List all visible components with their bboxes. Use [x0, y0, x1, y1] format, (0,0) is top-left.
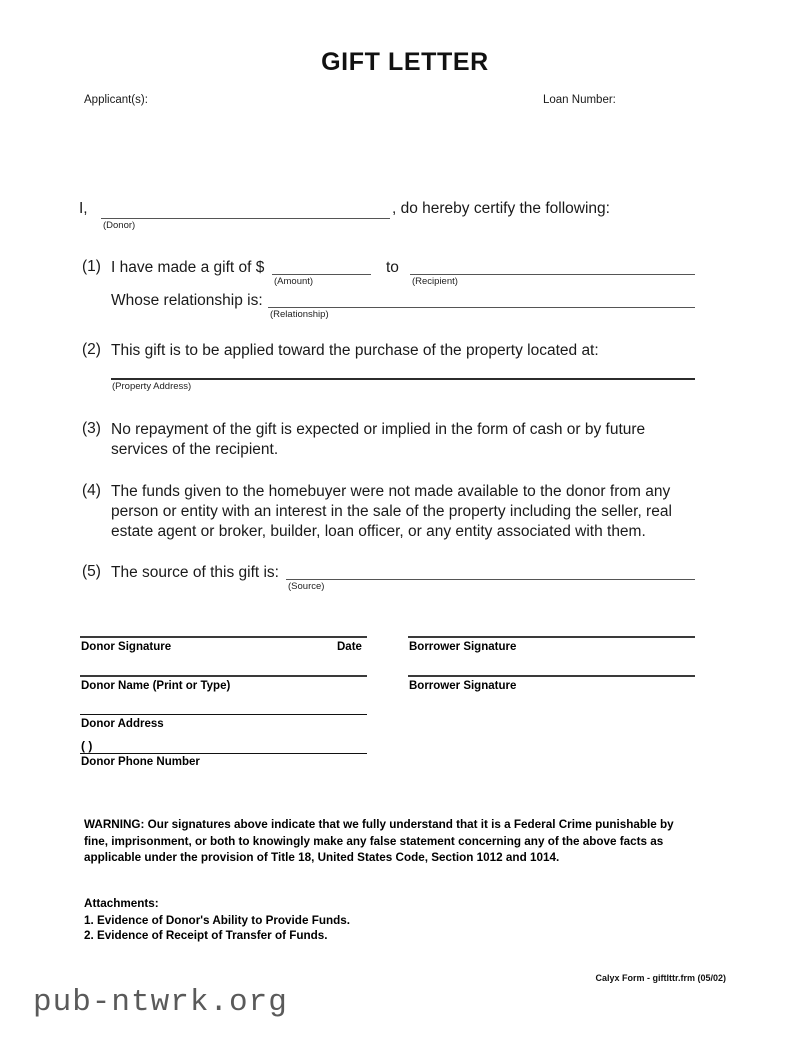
donor-phone-line[interactable] — [80, 753, 367, 754]
date-label: Date — [337, 641, 362, 653]
source-caption: (Source) — [288, 581, 325, 592]
item-5-text: The source of this gift is: — [111, 564, 279, 581]
donor-name-line[interactable] — [80, 675, 367, 677]
donor-name-blank[interactable] — [101, 218, 390, 219]
intro-lead: I, — [79, 200, 88, 217]
donor-signature-label: Donor Signature — [81, 641, 172, 653]
donor-address-line[interactable] — [80, 714, 367, 715]
item-2-number: (2) — [82, 341, 101, 358]
item-2-text: This gift is to be applied toward the purchase of the property located at: — [111, 342, 599, 359]
property-address-blank[interactable] — [111, 378, 695, 380]
page-title: GIFT LETTER — [321, 48, 489, 76]
phone-area-code-parens[interactable]: ( ) — [81, 739, 93, 753]
amount-blank[interactable] — [272, 274, 371, 275]
donor-signature-line[interactable] — [80, 636, 367, 638]
property-address-caption: (Property Address) — [112, 381, 192, 392]
item-1-text-b: to — [386, 259, 399, 276]
attachments-heading: Attachments: — [84, 897, 159, 910]
borrower-signature-line-1[interactable] — [408, 636, 695, 638]
item-1-number: (1) — [82, 258, 101, 275]
intro-trailing: , do hereby certify the following: — [392, 200, 610, 217]
relationship-caption: (Relationship) — [270, 309, 329, 320]
donor-phone-label: Donor Phone Number — [81, 756, 200, 768]
item-5-number: (5) — [82, 563, 101, 580]
loan-number-label: Loan Number: — [543, 94, 616, 106]
borrower-signature-line-2[interactable] — [408, 675, 695, 677]
attachment-item-2: 2. Evidence of Receipt of Transfer of Funds. — [84, 929, 328, 942]
warning-text: WARNING: Our signatures above indicate that we fully understand that it is a Federal Crime punishable by fine, imprisonment, or both to knowingly make any false statement concerning any of the above facts as applicable under the provision of Title 18, United States Code, Section 1012 and 1014. — [84, 818, 674, 864]
donor-address-label: Donor Address — [81, 718, 164, 730]
form-id-footer: Calyx Form - giftlttr.frm (05/02) — [595, 973, 726, 983]
item-4-number: (4) — [82, 482, 101, 499]
donor-name-label: Donor Name (Print or Type) — [81, 680, 231, 692]
item-4-text: The funds given to the homebuyer were not made available to the donor from any person or entity with an interest in the sale of the property including the seller, real estate agent or broker, builder, loan officer, or any entity associated with them. — [111, 483, 672, 540]
item-1-text-c: Whose relationship is: — [111, 292, 263, 309]
watermark: pub-ntwrk.org — [33, 985, 288, 1020]
attachment-item-1: 1. Evidence of Donor's Ability to Provide Funds. — [84, 914, 350, 927]
borrower-signature-label-1: Borrower Signature — [409, 641, 517, 653]
relationship-blank[interactable] — [268, 307, 695, 308]
recipient-blank[interactable] — [410, 274, 695, 275]
borrower-signature-label-2: Borrower Signature — [409, 680, 517, 692]
recipient-caption: (Recipient) — [412, 276, 458, 287]
applicant-label: Applicant(s): — [84, 94, 148, 106]
donor-caption: (Donor) — [103, 220, 136, 231]
item-1-text-a: I have made a gift of $ — [111, 259, 265, 276]
item-3-text: No repayment of the gift is expected or implied in the form of cash or by future services of the recipient. — [111, 421, 646, 458]
source-blank[interactable] — [286, 579, 695, 580]
item-3-number: (3) — [82, 420, 101, 437]
amount-caption: (Amount) — [274, 276, 314, 287]
